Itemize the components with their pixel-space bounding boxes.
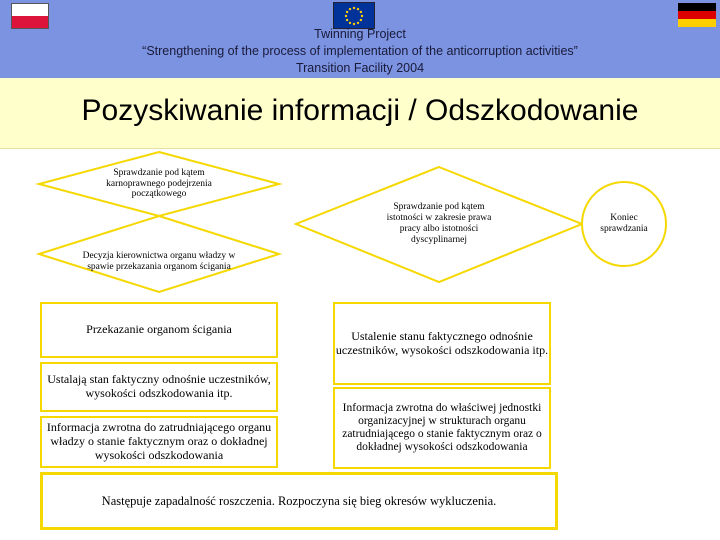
box-feedback-right: Informacja zwrotna do właściwej jednostki organizacyjnej w strukturach organu zatrudniającego o stanie faktycznym oraz o dokładnej wysokości odszkodowania	[333, 387, 551, 469]
diamond-criminal-label: Sprawdzanie pod kątem karnoprawnego podejrzenia początkowego	[106, 167, 212, 200]
end-circle-label: Koniec sprawdzania	[600, 213, 648, 234]
box-facts-left: Ustalają stan faktyczny odnośnie uczestników, wysokości odszkodowania itp.	[40, 362, 278, 412]
header-line-subtitle: “Strengthening of the process of implementation of the anticorruption activities”	[142, 44, 578, 58]
box-feedback-left: Informacja zwrotna do zatrudniającego organu władzy o stanie faktycznym oraz o dokładnej wysokości odszkodowania	[40, 416, 278, 468]
box-claim-maturity: Następuje zapadalność roszczenia. Rozpoczyna się bieg okresów wykluczenia.	[40, 472, 558, 530]
box-transfer-to-prosecution: Przekazanie organom ścigania	[40, 302, 278, 358]
page-title: Pozyskiwanie informacji / Odszkodowanie	[81, 94, 639, 127]
header-line-project: Twinning Project	[314, 27, 406, 41]
diamond-disciplinary-label: Sprawdzanie pod kątem istotności w zakresie prawa pracy albo istotności dyscyplinarnej	[386, 202, 492, 245]
box-facts-right: Ustalenie stanu faktycznego odnośnie uczestników, wysokości odszkodowania itp.	[333, 302, 551, 385]
header-line-facility: Transition Facility 2004	[295, 61, 425, 75]
diamond-decision-label: Decyzja kierownictwa organu władzy w spawie przekazania organom ścigania	[82, 251, 236, 272]
